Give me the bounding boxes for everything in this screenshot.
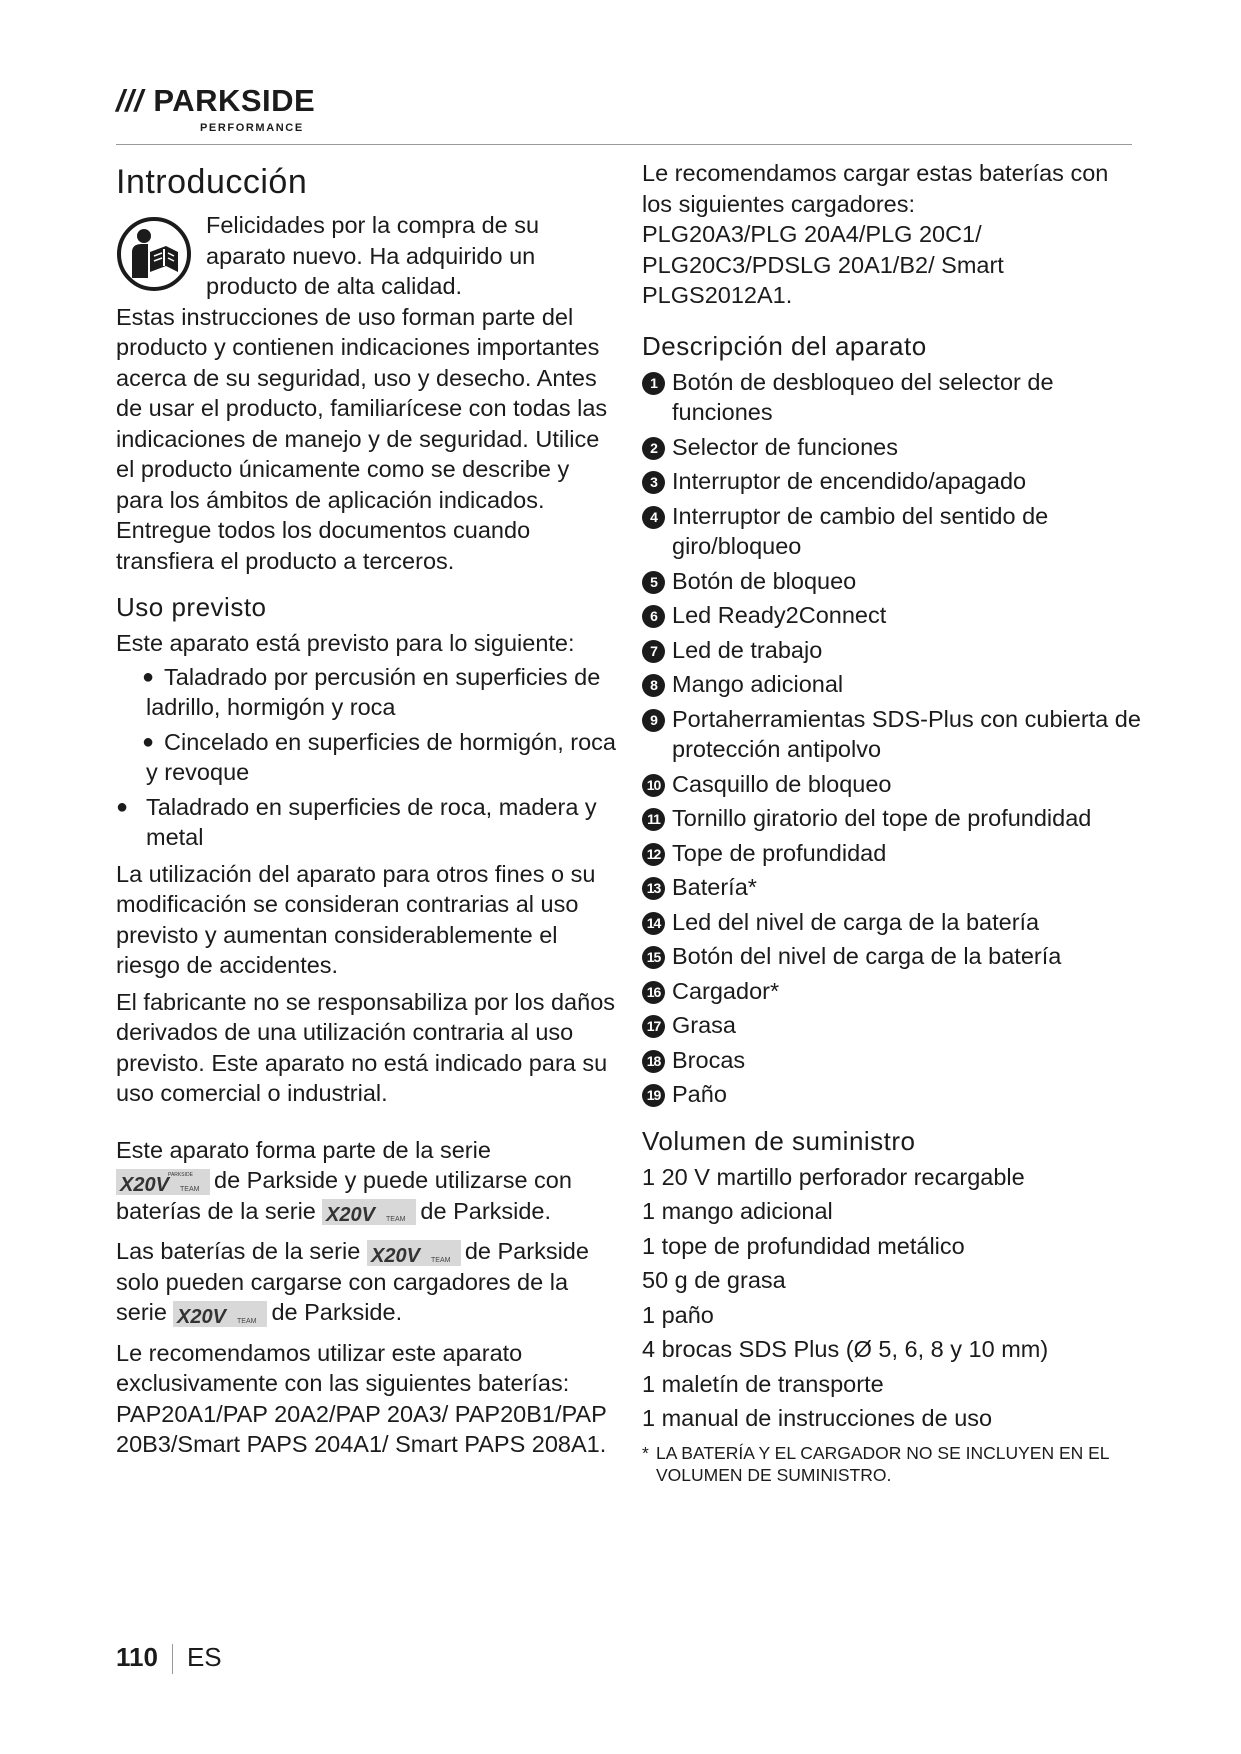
battery-text: Le recomendamos utilizar este aparato exclusivamente con las siguientes baterías: [116,1339,570,1396]
part-item [642,432,1142,463]
part-label: Botón del nivel de carga de la batería [672,943,1062,969]
supply-item: 1 maletín de transporte [642,1370,884,1397]
use-bullet-1: ● Taladrado por percusión en superficies de ladrillo, hormigón y roca [116,662,616,723]
part-number-badge: 1 [642,372,665,395]
footer-separator [172,1644,173,1674]
use-bullet-text: Taladrado por percusión en superficies de ladrillo, hormigón y roca [146,663,601,720]
page-footer [116,1640,222,1674]
part-number-badge: 7 [642,640,665,663]
svg-text:X20V: X20V [177,1305,227,1327]
supply-list [642,1162,1142,1434]
part-label: Interruptor de encendido/apagado [672,468,1027,494]
liability-text: El fabricante no se responsabiliza por los daños derivados de una utilización contraria al uso previsto. Este aparato no está indicado para su uso comercial o industrial. [116,988,616,1106]
part-item [642,367,1142,428]
part-label: Brocas [672,1046,746,1073]
read-manual-icon [116,216,192,292]
part-number-badge: 14 [642,912,665,935]
use-lead: Este aparato está previsto para lo siguiente: [116,630,575,656]
part-number-badge: 18 [642,1050,665,1073]
part-item [642,669,1142,700]
part-number-badge: 16 [642,981,665,1004]
part-label: Batería* [672,874,757,900]
part-item [642,704,1142,765]
x20v-team-logo [367,1240,461,1266]
part-label: Grasa [672,1012,736,1038]
part-number-badge: 2 [642,437,665,460]
part-item [642,600,1142,631]
logo-brand: PARKSIDE [153,83,316,118]
part-item [642,566,1142,597]
part-number-badge: 17 [642,1015,665,1038]
use-bullet-2: ● Cincelado en superficies de hormigón, roca y revoque [116,727,616,788]
supply-title: Volumen de suministro [642,1125,916,1156]
charger-models: PLG20A3/PLG 20A4/PLG 20C1/ PLG20C3/PDSLG 20A1/B2/ Smart PLGS2012A1. [642,221,1004,308]
svg-text:TEAM: TEAM [237,1317,257,1325]
part-label: Botón de bloqueo [672,567,857,594]
supply-item: 1 manual de instrucciones de uso [642,1405,993,1431]
svg-text:TEAM: TEAM [386,1216,406,1224]
desc-title: Descripción del aparato [642,330,927,361]
part-item [642,1010,1142,1041]
part-number-badge: 11 [642,808,665,831]
page-number: 110 [116,1642,158,1672]
supply-item: 1 paño [642,1301,714,1328]
part-item [642,907,1142,938]
intro-block [116,210,616,302]
use-bullet-3: ● Taladrado en superficies de roca, madera y metal [116,793,597,850]
supply-item: 1 mango adicional [642,1198,833,1224]
x20v-team-logo [322,1199,416,1225]
svg-text:TEAM: TEAM [180,1185,200,1193]
right-column [642,158,1142,1486]
use-bullet-text: Cincelado en superficies de hormigón, roca y revoque [146,728,616,785]
part-label: Led Ready2Connect [672,602,887,628]
part-label: Led de trabajo [672,636,823,663]
part-number-badge: 6 [642,605,665,628]
part-label: Mango adicional [672,671,844,697]
part-label: Casquillo de bloqueo [672,770,892,797]
series-paragraph-2: Las baterías de la serie X20V TEAM de Parkside solo pueden cargarse con cargadores de la serie X20V TEAM de Parkside. [116,1238,589,1327]
part-label: Led del nivel de carga de la batería [672,908,1040,935]
part-label: Interruptor de cambio del sentido de giro/bloqueo [672,502,1049,559]
part-label: Tope de profundidad [672,839,887,866]
part-number-badge: 19 [642,1084,665,1107]
part-label: Paño [672,1081,727,1107]
part-number-badge: 8 [642,674,665,697]
parkside-logo [116,84,336,134]
part-item [642,838,1142,869]
svg-text:X20V: X20V [326,1204,376,1226]
part-number-badge: 5 [642,571,665,594]
part-label: Portaherramientas SDS-Plus con cubierta de protección antipolvo [672,705,1141,762]
x20v-team-logo [116,1169,210,1195]
language-code: ES [186,1642,222,1672]
intro-title: Introducción [116,163,308,201]
part-label: Selector de funciones [672,433,899,460]
part-item [642,501,1142,562]
svg-text:X20V: X20V [370,1244,420,1266]
part-number-badge: 9 [642,709,665,732]
charger-text: Le recomendamos cargar estas baterías con los siguientes cargadores: [642,160,1109,217]
svg-text:PARKSIDE: PARKSIDE [168,1171,193,1178]
series-paragraph-1: Este aparato forma parte de la serie X20V PARKSIDE TEAM de Parkside y puede utilizarse con baterías de la serie X20V TEAM de Parkside. [116,1136,572,1226]
battery-models: PAP20A1/PAP 20A2/PAP 20A3/ PAP20B1/PAP 20B3/Smart PAPS 204A1/ Smart PAPS 208A1. [116,1400,607,1457]
intro-text: Felicidades por la compra de su aparato nuevo. Ha adquirido un producto de alta calidad. [206,212,540,299]
supply-item: 1 tope de profundidad metálico [642,1232,965,1259]
part-label: Botón de desbloqueo del selector de funciones [672,368,1054,425]
part-item [642,872,1142,903]
supply-item: 4 brocas SDS Plus (Ø 5, 6, 8 y 10 mm) [642,1336,1049,1362]
part-number-badge: 12 [642,843,665,866]
intro-body: Estas instrucciones de uso forman parte del producto y contienen indicaciones importantes acerca de su seguridad, uso y desecho. Antes de usar el producto, familiarícese con todas las indicaciones de manejo y de seguridad. Utilice el producto únicamente como se describe y para los ámbitos de aplicación indicados. Entregue todos los documentos cuando transfiera el producto a terceros. [116,303,608,574]
footnote: * LA BATERÍA Y EL CARGADOR NO SE INCLUYEN EN EL VOLUMEN DE SUMINISTRO. [642,1442,1109,1485]
part-number-badge: 15 [642,946,665,969]
supply-item: 1 20 V martillo perforador recargable [642,1163,1025,1190]
left-column [116,158,616,1460]
part-label: Tornillo giratorio del tope de profundidad [672,805,1092,831]
part-item [642,976,1142,1007]
part-label: Cargador* [672,977,780,1004]
part-number-badge: 4 [642,506,665,529]
part-item [642,635,1142,666]
misuse-text: La utilización del aparato para otros fines o su modificación se consideran contrarias al uso previsto y aumentan considerablemente el riesgo de accidentes. [116,860,596,978]
svg-text:TEAM: TEAM [430,1256,451,1264]
part-item [642,466,1142,497]
header-rule [116,144,1132,145]
use-bullet-text: Taladrado en superficies de roca, madera y metal [146,793,597,850]
part-item [642,803,1142,834]
part-number-badge: 3 [642,471,665,494]
part-item [642,1079,1142,1110]
part-item [642,1045,1142,1076]
logo-subtitle: PERFORMANCE [200,122,304,134]
part-number-badge: 10 [642,774,665,797]
supply-item: 50 g de grasa [642,1267,786,1293]
part-item [642,941,1142,972]
use-title: Uso previsto [116,592,267,622]
part-item [642,769,1142,800]
x20v-team-logo [173,1301,267,1327]
svg-text:X20V: X20V [120,1173,169,1195]
logo-slashes: /// [116,83,144,118]
parts-list [642,367,1142,1110]
part-number-badge: 13 [642,877,665,900]
